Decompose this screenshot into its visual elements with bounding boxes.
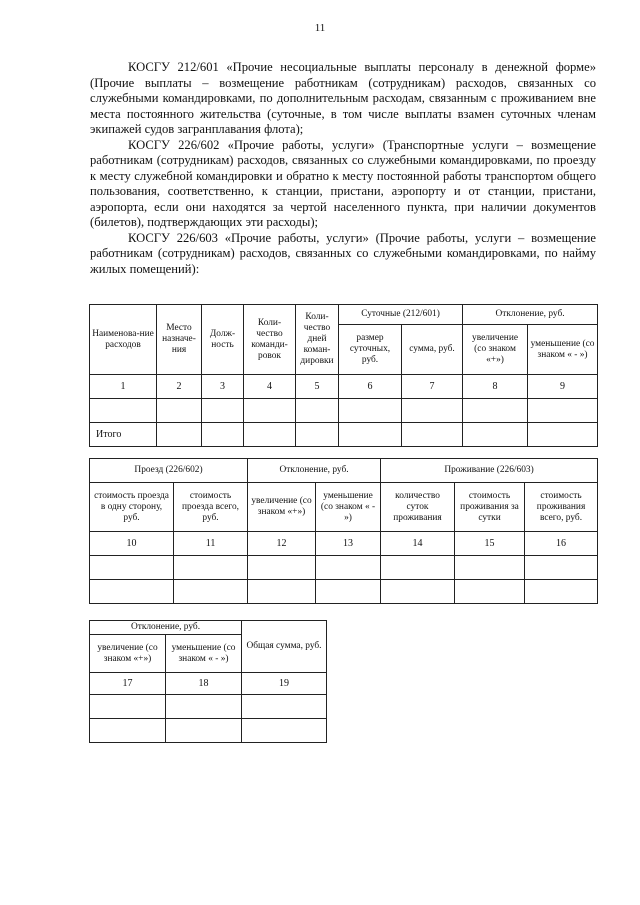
header-nights-count: количество суток проживания [381,483,455,532]
total-label: Итого [90,423,157,447]
table-cell [90,719,166,743]
table-cell [296,399,339,423]
table-cell [296,423,339,447]
column-numbers-row [90,375,598,399]
header-decrease: уменьшение (со знаком « - ») [316,483,381,532]
column-number: 9 [528,375,598,399]
table-cell [166,695,242,719]
header-decrease: уменьшение (со знаком « - ») [528,325,598,375]
header-deviation-group: Отклонение, руб. [463,305,598,325]
table-cell [381,556,455,580]
header-destination: Место назначе-ния [157,305,202,375]
header-expense-name: Наименова-ние расходов [90,305,157,375]
per-diem-table [89,304,598,447]
paragraph-kosgu-226-602: КОСГУ 226/602 «Прочие работы, услуги» (Транспортные услуги – возмещение работникам (сотрудникам) расходов, связанных со служебными командировками, по проезду к месту служебной командировки и обратно к месту постоянной работы транспортом общего пользования, соответственно, к станции, пристани, аэропорту и от станции, пристани, аэропорта, если они находятся за чертой населенного пункта, при наличии документов (билетов), подтверждающих эти расходы); [90,137,596,229]
column-number: 14 [381,532,455,556]
header-travel-group: Проезд (226/602) [90,459,248,483]
column-number: 11 [174,532,248,556]
paragraph-kosgu-226-603: КОСГУ 226/603 «Прочие работы, услуги» (Прочие работы, услуги – возмещение работникам (сотрудникам) расходов, связанных со служебными командировками, по найму жилых помещений): [90,230,596,276]
table-cell [90,399,157,423]
header-increase: увеличение (со знаком «+») [90,635,166,673]
column-number: 6 [339,375,402,399]
table-cell [157,423,202,447]
table-cell [166,719,242,743]
table-cell [528,423,598,447]
column-number: 8 [463,375,528,399]
column-number: 2 [157,375,202,399]
paragraph-kosgu-212-601: КОСГУ 212/601 «Прочие несоциальные выплаты персоналу в денежной форме» (Прочие выплаты – возмещение работникам (сотрудникам) расходов, связанных со служебными командировками, по дополнительным расходам, связанным с проживанием вне места постоянного жительства (суточные, в том числе выплаты взамен суточных членам экипажей судов загранплавания флота); [90,60,596,136]
header-deviation-group: Отклонение, руб. [248,459,381,483]
table-cell [455,580,525,604]
table-cell [90,695,166,719]
table-cell [316,580,381,604]
table-cell [174,580,248,604]
column-number: 18 [166,673,242,695]
table-cell [381,580,455,604]
table-row [90,719,327,743]
table-cell [248,556,316,580]
page-number: 11 [314,22,326,34]
table-cell [402,399,463,423]
column-number: 3 [202,375,244,399]
header-trips-count: Коли-чество команди-ровок [244,305,296,375]
column-numbers-row [90,673,327,695]
table-cell [463,399,528,423]
table-cell [525,556,598,580]
table-cell [244,423,296,447]
table-cell [174,556,248,580]
table-cell [244,399,296,423]
column-number: 5 [296,375,339,399]
body-text [90,60,596,277]
header-per-diem-size: размер суточных, руб. [339,325,402,375]
header-cost-per-day: стоимость проживания за сутки [455,483,525,532]
total-row [90,423,598,447]
column-number: 15 [455,532,525,556]
header-position: Долж-ность [202,305,244,375]
table-cell [242,719,327,743]
header-decrease: уменьшение (со знаком « - ») [166,635,242,673]
column-number: 17 [90,673,166,695]
table-cell [157,399,202,423]
travel-lodging-table [89,458,598,604]
column-number: 4 [244,375,296,399]
table-cell [463,423,528,447]
header-per-diem-sum: сумма, руб. [402,325,463,375]
table-cell [242,695,327,719]
column-number: 13 [316,532,381,556]
table-cell [90,580,174,604]
table-row [90,580,598,604]
header-deviation-group: Отклонение, руб. [90,621,242,635]
table-cell [525,580,598,604]
header-increase: увеличение (со знаком «+») [463,325,528,375]
table-cell [90,556,174,580]
column-number: 10 [90,532,174,556]
table-cell [316,556,381,580]
table-cell [202,399,244,423]
header-days-count: Коли-чество дней коман-дировки [296,305,339,375]
table-row [90,556,598,580]
table-cell [402,423,463,447]
column-number: 7 [402,375,463,399]
summary-table [89,620,327,743]
column-number: 19 [242,673,327,695]
table-cell [339,423,402,447]
header-grand-total: Общая сумма, руб. [242,621,327,673]
table-cell [202,423,244,447]
table-cell [248,580,316,604]
table-row [90,399,598,423]
table-cell [528,399,598,423]
header-total-travel-cost: стоимость проезда всего, руб. [174,483,248,532]
header-lodging-group: Проживание (226/603) [381,459,598,483]
column-numbers-row [90,532,598,556]
header-increase: увеличение (со знаком «+») [248,483,316,532]
column-number: 12 [248,532,316,556]
table-row [90,695,327,719]
header-one-way-cost: стоимость проезда в одну сторону, руб. [90,483,174,532]
table-cell [339,399,402,423]
table-cell [455,556,525,580]
column-number: 1 [90,375,157,399]
header-per-diem-group: Суточные (212/601) [339,305,463,325]
header-total-lodging: стоимость проживания всего, руб. [525,483,598,532]
column-number: 16 [525,532,598,556]
